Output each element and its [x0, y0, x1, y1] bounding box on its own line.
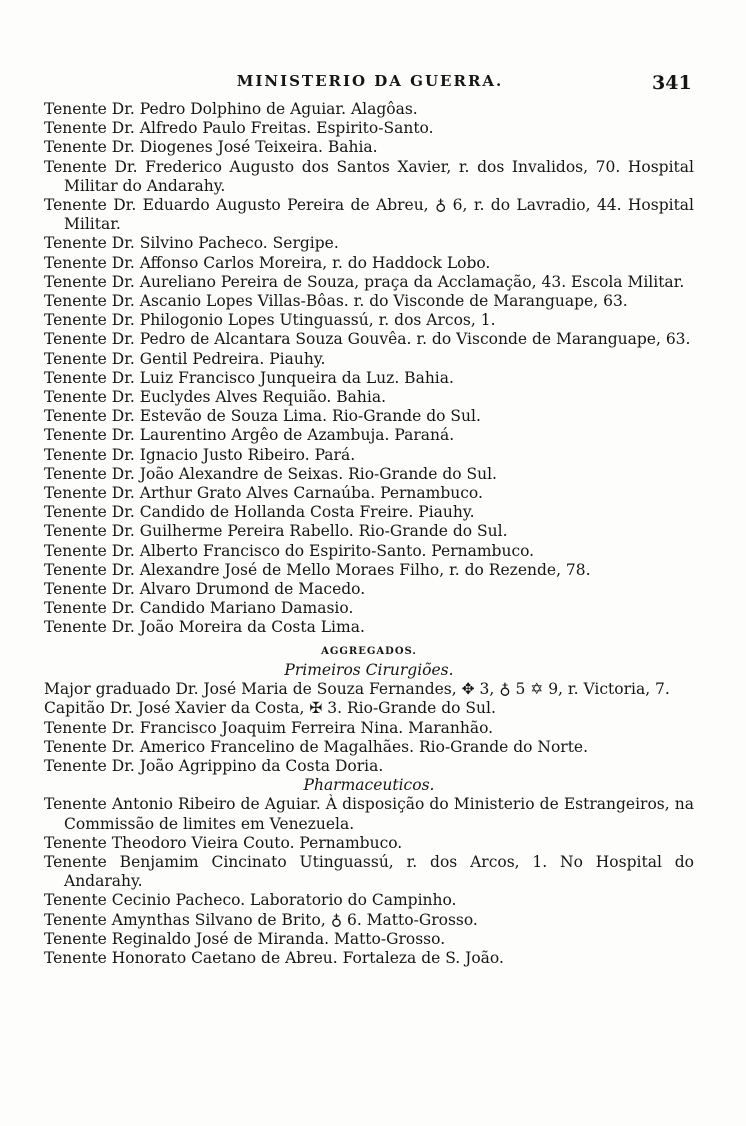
list-item: Tenente Dr. Candido de Hollanda Costa Freire. Piauhy. — [44, 503, 475, 522]
list-item: Tenente Dr. Arthur Grato Alves Carnaúba. Pernambuco. — [44, 484, 483, 503]
list-item: Tenente Dr. Laurentino Argêo de Azambuja. Paraná. — [44, 426, 455, 445]
list-item: Tenente Cecinio Pacheco. Laboratorio do Campinho. — [44, 891, 457, 910]
list-item: Tenente Theodoro Vieira Couto. Pernambuco. — [44, 833, 403, 852]
list-item: Tenente Dr. Frederico Augusto dos Santos Xavier, r. dos Invalidos, 70. Hospital Militar do Andarahy. — [44, 157, 694, 195]
list-item: Tenente Dr. Ascanio Lopes Villas-Bôas. r. do Visconde de Maranguape, 63. — [44, 292, 628, 311]
list-item: Tenente Dr. Luiz Francisco Junqueira da Luz. Bahia. — [44, 368, 454, 387]
list-item: Tenente Antonio Ribeiro de Aguiar. À disposição do Ministerio de Estrangeiros, na Commissão de limites em Venezuela. — [44, 795, 694, 833]
list-item: Tenente Benjamim Cincinato Utinguassú, r. dos Arcos, 1. No Hospital do Andarahy. — [44, 852, 694, 891]
list-item: Tenente Dr. João Alexandre de Seixas. Rio-Grande do Sul. — [44, 464, 497, 483]
list-item: Tenente Dr. Philogonio Lopes Utinguassú, r. dos Arcos, 1. — [44, 311, 496, 330]
list-item: Tenente Honorato Caetano de Abreu. Fortaleza de S. João. — [44, 948, 504, 967]
page-number: 341 — [652, 72, 692, 94]
list-item: Tenente Dr. Alexandre José de Mello Moraes Filho, r. do Rezende, 78. — [44, 560, 591, 579]
list-item: Tenente Dr. Pedro de Alcantara Souza Gouvêa. r. do Visconde de Maranguape, 63. — [44, 330, 691, 349]
list-item: Major graduado Dr. José Maria de Souza Fernandes, ✥ 3, ♁ 5 ✡ 9, r. Victoria, 7. — [44, 680, 670, 699]
list-item: Tenente Dr. Guilherme Pereira Rabello. Rio-Grande do Sul. — [44, 522, 508, 541]
list-item: Tenente Reginaldo José de Miranda. Matto-Grosso. — [44, 929, 446, 948]
list-item: Tenente Dr. Silvino Pacheco. Sergipe. — [44, 234, 339, 253]
entries-list — [44, 100, 694, 968]
list-item: Capitão Dr. José Xavier da Costa, ✠ 3. Rio-Grande do Sul. — [44, 699, 496, 718]
list-item: Tenente Dr. Alvaro Drumond de Macedo. — [44, 580, 366, 599]
section-label-aggregados: AGGREGADOS. — [321, 645, 417, 657]
list-item: Tenente Dr. Alberto Francisco do Espirito-Santo. Pernambuco. — [44, 541, 535, 560]
list-item: Tenente Dr. Americo Francelino de Magalhães. Rio-Grande do Norte. — [44, 737, 589, 756]
list-item: Tenente Dr. Pedro Dolphino de Aguiar. Alagôas. — [44, 100, 418, 118]
list-item: Tenente Dr. João Moreira da Costa Lima. — [44, 618, 365, 637]
list-item: Tenente Dr. Estevão de Souza Lima. Rio-Grande do Sul. — [44, 407, 481, 426]
list-item: Tenente Dr. Candido Mariano Damasio. — [44, 599, 354, 618]
section-subhead-pharmaceuticos: Pharmaceuticos. — [303, 776, 435, 795]
section-subhead-cirurgioes: Primeiros Cirurgiões. — [284, 660, 454, 679]
list-item: Tenente Dr. Francisco Joaquim Ferreira Nina. Maranhão. — [44, 718, 494, 737]
list-item: Tenente Dr. Aureliano Pereira de Souza, praça da Acclamação, 43. Escola Militar. — [44, 272, 685, 291]
list-item: Tenente Dr. Affonso Carlos Moreira, r. do Haddock Lobo. — [44, 253, 491, 272]
list-item: Tenente Dr. Euclydes Alves Requião. Bahia. — [44, 388, 386, 407]
list-item: Tenente Dr. Eduardo Augusto Pereira de Abreu, ♁ 6, r. do Lavradio, 44. Hospital Militar. — [44, 196, 694, 234]
list-item: Tenente Dr. Alfredo Paulo Freitas. Espirito-Santo. — [44, 119, 434, 138]
list-item: Tenente Dr. Gentil Pedreira. Piauhy. — [44, 349, 326, 368]
list-item: Tenente Dr. João Agrippino da Costa Doria. — [44, 756, 384, 775]
page-header-title: MINISTERIO DA GUERRA. — [236, 72, 504, 90]
list-item: Tenente Amynthas Silvano de Brito, ♁ 6. Matto-Grosso. — [44, 910, 478, 929]
list-item: Tenente Dr. Ignacio Justo Ribeiro. Pará. — [44, 445, 356, 464]
list-item: Tenente Dr. Diogenes José Teixeira. Bahia. — [44, 138, 378, 157]
